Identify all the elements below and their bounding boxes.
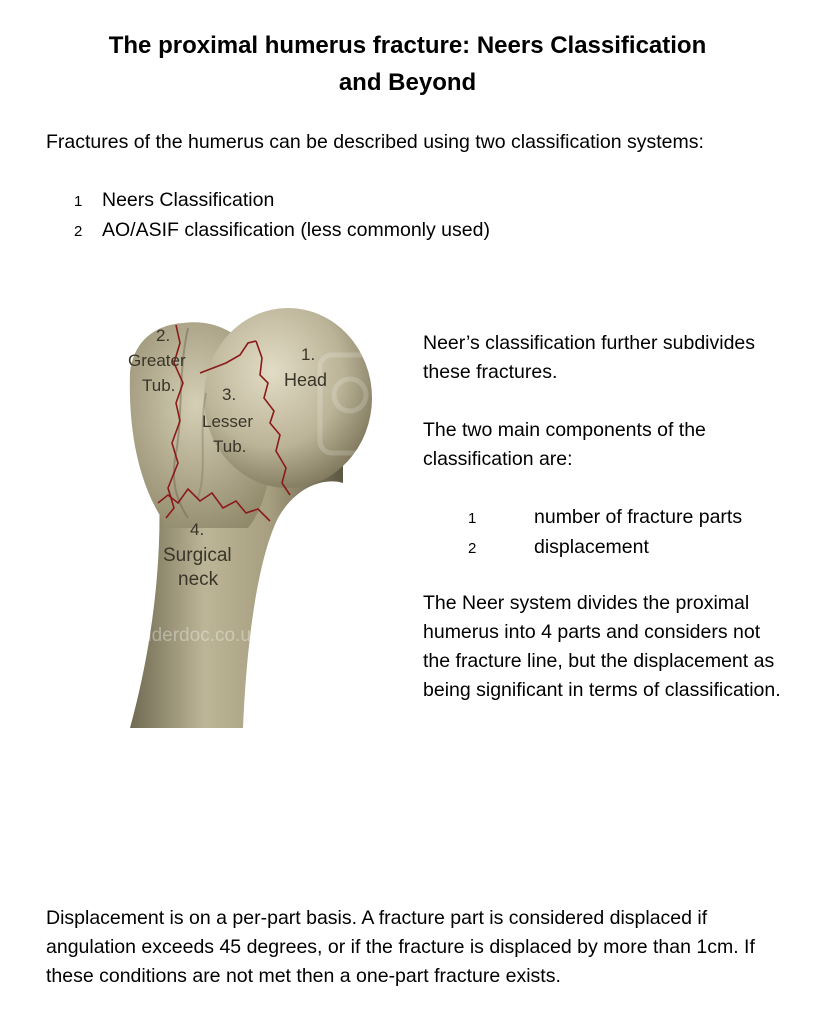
classification-systems-list	[74, 186, 490, 246]
list-number: 1	[74, 193, 83, 210]
label-neck-num: 4.	[190, 520, 205, 539]
label-head-num: 1.	[301, 345, 316, 364]
list-item	[74, 216, 490, 246]
label-greater-line1: Greater	[128, 351, 186, 370]
intro-paragraph: Fractures of the humerus can be described using two classification systems:	[46, 131, 704, 153]
components-list	[468, 503, 742, 563]
label-greater-num: 2.	[156, 326, 171, 345]
humerus-illustration	[103, 303, 400, 728]
title-line-1: The proximal humerus fracture: Neers Classification	[108, 32, 707, 59]
label-neck-line1: Surgical	[163, 545, 232, 566]
list-label: AO/ASIF classification (less commonly used)	[102, 219, 490, 241]
label-greater-line2: Tub.	[142, 376, 176, 395]
displacement-paragraph: Displacement is on a per-part basis. A fracture part is considered displaced if angulation exceeds 45 degrees, or if the fracture is displaced by more than 1cm. If these conditions are not met then a one-part fracture exists.	[46, 907, 755, 987]
list-number: 2	[468, 540, 477, 557]
label-lesser-num: 3.	[222, 385, 237, 404]
label-lesser-line2: Tub.	[213, 437, 247, 456]
list-label: displacement	[534, 536, 649, 558]
list-item	[468, 533, 742, 563]
list-label: number of fracture parts	[534, 506, 743, 528]
neer-paragraph-3: The Neer system divides the proximal humerus into 4 parts and considers not the fracture line, but the displacement as being significant in terms of classification.	[423, 592, 781, 701]
label-lesser-line1: Lesser	[202, 412, 254, 431]
page-title	[0, 27, 815, 101]
label-head-text: Head	[284, 370, 328, 390]
neer-description	[423, 329, 783, 474]
list-number: 2	[74, 223, 83, 240]
list-number: 1	[468, 510, 477, 527]
title-line-2: and Beyond	[338, 69, 477, 96]
label-neck-line2: neck	[178, 569, 219, 590]
watermark-text: Shoulderdoc.co.uk	[103, 625, 261, 646]
neer-paragraph-1: Neer’s classification further subdivides these fractures.	[423, 332, 756, 383]
list-item	[468, 503, 742, 533]
list-label: Neers Classification	[102, 189, 275, 211]
list-item	[74, 186, 490, 216]
neer-paragraph-2: The two main components of the classification are:	[423, 419, 706, 470]
